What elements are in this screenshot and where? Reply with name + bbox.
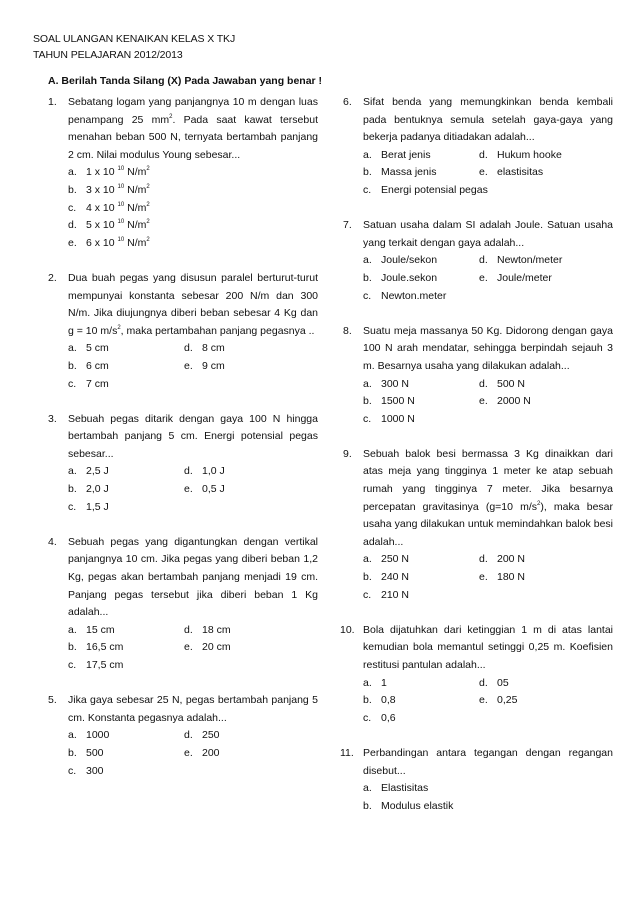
answer-option[interactable]: b. 240 N xyxy=(363,571,410,584)
answer-option[interactable]: e. 2000 N xyxy=(479,395,531,408)
question-10 xyxy=(340,622,613,728)
question-text: Sebuah balok besi bermassa 3 Kg dinaikkan dari atas meja yang tingginya 1 meter ke atap sebuah rumah yang tingginya 7 meter. Jika besarnya percepatan gravitasinya (g=10 $m/s^2$), maka besar usaha yang dilakukan untuk memindahkan balok besi adalah... xyxy=(363,447,613,548)
header-line-1: SOAL ULANGAN KENAIKAN KELAS X TKJ xyxy=(33,33,236,45)
question-3 xyxy=(48,411,318,517)
question-number: 4. xyxy=(48,535,57,548)
answer-options xyxy=(68,463,318,516)
question-number: 1. xyxy=(48,96,57,108)
answer-option[interactable]: e. 20 cm xyxy=(184,641,231,654)
question-text: Sebuah pegas ditarik dengan gaya 100 N hingga bertambah panjang 5 cm. Energi potensial pegas sebesar... xyxy=(68,412,318,460)
question-number: 7. xyxy=(343,219,352,232)
answer-options xyxy=(68,727,318,780)
header-line-2: TAHUN PELAJARAN 2012/2013 xyxy=(33,49,183,61)
answer-options xyxy=(363,780,613,815)
answer-option[interactable]: e. Joule/meter xyxy=(479,271,552,284)
question-6 xyxy=(343,94,613,200)
answer-option[interactable]: c. 7 cm xyxy=(68,377,109,390)
answer-option[interactable]: c. 17,5 cm xyxy=(68,659,124,671)
question-8 xyxy=(343,323,613,429)
superscript: 2 xyxy=(117,324,121,331)
answer-option[interactable] xyxy=(68,235,184,253)
question-number: 2. xyxy=(48,271,57,284)
answer-option[interactable]: a. Berat jenis xyxy=(363,148,431,161)
answer-options xyxy=(68,340,318,393)
answer-option[interactable]: c. 210 N xyxy=(363,588,410,601)
answer-option[interactable]: a. 1000 xyxy=(68,729,110,742)
answer-option[interactable]: d. Newton/meter xyxy=(479,254,563,267)
question-text: Sifat benda yang memungkinkan benda kembali pada bentuknya semula setelah gaya-gaya yang bekerja padanya ditiadakan adalah... xyxy=(363,96,613,144)
answer-option[interactable] xyxy=(68,217,184,235)
answer-option[interactable]: b. 16,5 cm xyxy=(68,641,124,654)
question-5 xyxy=(48,692,318,780)
answer-option[interactable]: d. 18 cm xyxy=(184,623,231,636)
answer-option[interactable]: b. 500 xyxy=(68,746,104,759)
question-number: 8. xyxy=(343,324,352,337)
option-text: 5 x 10 $^{10}$ $N/m^2$ xyxy=(86,219,150,232)
question-2 xyxy=(48,270,318,393)
question-text: Jika gaya sebesar 25 N, pegas bertambah panjang 5 cm. Konstanta pegasnya adalah... xyxy=(68,694,318,724)
answer-option[interactable]: a. 1 xyxy=(363,676,387,689)
answer-option[interactable]: a. 5 cm xyxy=(68,342,109,355)
question-number: 11. xyxy=(340,746,354,759)
answer-option[interactable]: b. Massa jenis xyxy=(363,166,437,179)
left-column xyxy=(48,94,318,780)
question-text: Sebuah pegas yang digantungkan dengan vertikal panjangnya 10 cm. Jika pegas yang diberi beban 1,2 Kg, pegas akan bertambah panjang menjadi 19 cm. Panjang pegas tersebut jika diberi beban 1 Kg adalah... xyxy=(68,535,318,619)
option-letter: e. xyxy=(68,236,77,249)
question-text: Perbandingan antara tegangan dengan regangan disebut... xyxy=(363,746,613,777)
right-column xyxy=(340,94,613,815)
question-number: 10. xyxy=(340,623,355,636)
answer-options xyxy=(363,147,613,200)
answer-option[interactable] xyxy=(68,182,184,200)
answer-option[interactable]: d. 500 N xyxy=(479,377,526,390)
option-text: 6 x 10 $^{10}$ $N/m^2$ xyxy=(86,236,150,249)
answer-option[interactable]: e. 200 xyxy=(184,746,220,759)
answer-option[interactable]: b. 6 cm xyxy=(68,359,109,372)
answer-options xyxy=(363,376,613,429)
answer-options xyxy=(68,622,318,675)
answer-options xyxy=(363,675,613,728)
answer-option[interactable]: e. 0,25 xyxy=(479,694,518,707)
answer-option[interactable]: b. Modulus elastik xyxy=(363,799,454,812)
answer-option[interactable] xyxy=(68,200,184,218)
question-4 xyxy=(48,534,318,675)
section-title: A. Berilah Tanda Silang (X) Pada Jawaban yang benar ! xyxy=(48,75,323,87)
answer-option[interactable]: c. 1000 N xyxy=(363,412,415,425)
answer-option[interactable]: c. 1,5 J xyxy=(68,500,109,513)
answer-option[interactable]: e. 0,5 J xyxy=(184,483,225,496)
question-11 xyxy=(340,745,613,815)
answer-option[interactable]: a. Elastisitas xyxy=(363,782,429,795)
question-text: Satuan usaha dalam SI adalah Joule. Satuan usaha yang terkait dengan gaya adalah... xyxy=(363,219,613,249)
answer-option[interactable]: c. Energi potensial pegas xyxy=(363,183,488,196)
answer-option[interactable]: d. 200 N xyxy=(479,553,526,566)
superscript: 2 xyxy=(537,500,541,507)
option-letter: a. xyxy=(68,166,77,179)
question-text: Suatu meja massanya 50 Kg. Didorong dengan gaya 100 N arah mendatar, sehingga berpindah sejauh 3 m. Besarnya usaha yang dilakukan adalah... xyxy=(363,324,613,372)
answer-option[interactable]: a. Joule/sekon xyxy=(363,254,438,267)
answer-option[interactable]: d. Hukum hooke xyxy=(479,148,562,161)
question-9 xyxy=(343,446,613,604)
answer-option[interactable]: a. 300 N xyxy=(363,377,410,390)
question-number: 5. xyxy=(48,694,57,707)
answer-option[interactable]: d. 05 xyxy=(479,676,509,689)
answer-option[interactable]: b. 1500 N xyxy=(363,395,415,408)
option-letter: c. xyxy=(68,201,77,214)
superscript: 2 xyxy=(169,113,173,120)
answer-option[interactable]: a. 250 N xyxy=(363,553,410,566)
question-1 xyxy=(48,94,318,252)
question-text xyxy=(68,94,318,164)
answer-options xyxy=(363,252,613,305)
answer-option[interactable]: a. 15 cm xyxy=(68,623,115,636)
answer-option[interactable]: a. 2,5 J xyxy=(68,465,109,478)
option-text: 1 x 10 $^{10}$ $N/m^2$ xyxy=(86,166,150,179)
option-text: 4 x 10 $^{10}$ $N/m^2$ xyxy=(86,201,150,214)
question-text: Dua buah pegas yang disusun paralel berturut-turut mempunyai konstanta sebesar 200 N/m dan 300 N/m. Jika diujungnya diberi beban sebesar 4 Kg dan g = 10 $m/s^2$, maka pertambahan panjang pegasnya .. xyxy=(68,271,318,337)
answer-option[interactable]: c. Newton.meter xyxy=(363,289,447,302)
question-number: 6. xyxy=(343,96,352,108)
answer-option[interactable]: e. 180 N xyxy=(479,571,526,584)
answer-option[interactable]: e. elastisitas xyxy=(479,166,544,179)
answer-option[interactable]: d. 1,0 J xyxy=(184,465,225,478)
answer-option[interactable]: d. 250 xyxy=(184,729,220,742)
answer-option[interactable]: c. 300 xyxy=(68,764,104,777)
answer-options xyxy=(68,164,318,252)
question-text-part: . Pada saat kawat tersebut menahan beban 500 N, ternyata bertambah panjang 2 cm. Nilai modulus Young sebesar... xyxy=(68,113,318,161)
answer-option[interactable]: b. Joule.sekon xyxy=(363,271,438,284)
option-text: 3 x 10 $^{10}$ $N/m^2$ xyxy=(86,183,150,196)
question-text: Bola dijatuhkan dari ketinggian 1 m di atas lantai kemudian bola memantul setinggi 0,25 m. Koefisien restitusi pantulan adalah... xyxy=(363,623,613,671)
answer-option[interactable]: e. 9 cm xyxy=(184,359,225,372)
question-text-part: Sebatang logam yang panjangnya 10 m dengan luas penampang 25 mm xyxy=(68,96,318,126)
option-letter: d. xyxy=(68,219,77,232)
answer-option[interactable]: b. 0,8 xyxy=(363,694,396,707)
answer-option[interactable] xyxy=(68,164,184,182)
answer-option[interactable]: c. 0,6 xyxy=(363,711,396,724)
question-number: 9. xyxy=(343,447,352,460)
answer-options xyxy=(363,551,613,604)
answer-option[interactable]: b. 2,0 J xyxy=(68,483,109,496)
option-letter: b. xyxy=(68,183,77,196)
answer-option[interactable]: d. 8 cm xyxy=(184,342,225,355)
question-number: 3. xyxy=(48,412,57,425)
question-7 xyxy=(343,217,613,305)
